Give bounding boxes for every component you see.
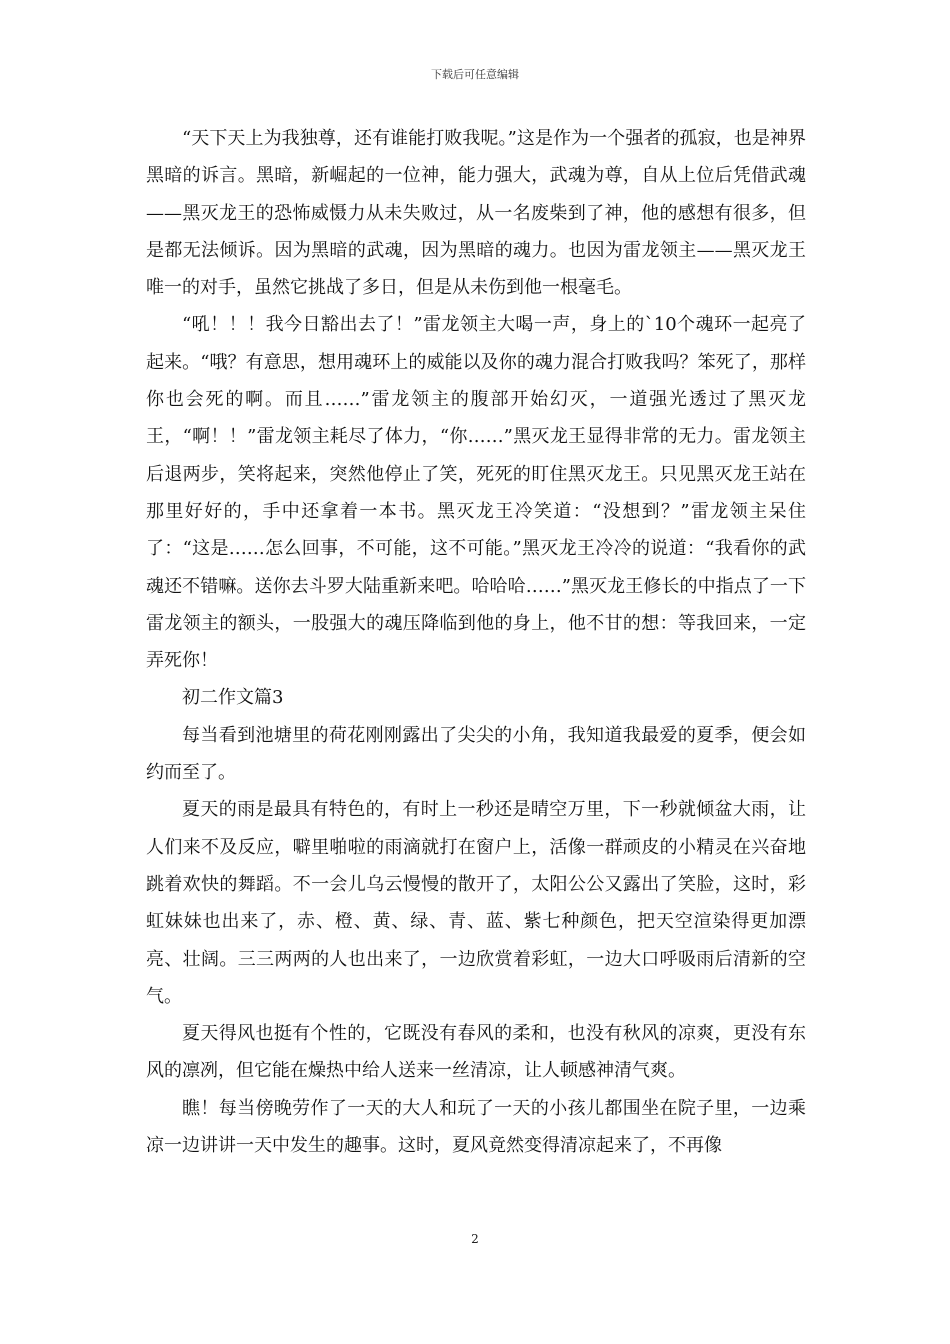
page-header: 下载后可任意编辑 [431,68,519,81]
paragraph-1: “天下天上为我独尊，还有谁能打败我呢。”这是作为一个强者的孤寂，也是神界黑暗的诉言。黑暗，新崛起的一位神，能力强大，武魂为尊，自从上位后凭借武魂——黑灭龙王的恐怖威慑力从未失败过，从一名废柴到了神，他的感想有很多，但是都无法倾诉。因为黑暗的武魂，因为黑暗的魂力。也因为雷龙领主——黑灭龙王唯一的对手，虽然它挑战了多日，但是从未伤到他一根毫毛。 [146,128,806,299]
page-number: 2 [471,1232,479,1246]
paragraph-3: 每当看到池塘里的荷花刚刚露出了尖尖的小角，我知道我最爱的夏季，便会如约而至了。 [146,724,806,784]
paragraph-2: “吼！！！我今日豁出去了！”雷龙领主大喝一声，身上的`10个魂环一起亮了起来。“哦？有意思，想用魂环上的威能以及你的魂力混合打败我吗？笨死了，那样你也会死的啊。而且……”雷龙领主的腹部开始幻灭，一道强光透过了黑灭龙王，“啊！！”雷龙领主耗尽了体力，“你……”黑灭龙王显得非常的无力。雷龙领主后退两步，笑将起来，突然他停止了笑，死死的盯住黑灭龙王。只见黑灭龙王站在那里好好的，手中还拿着一本书。黑灭龙王冷笑道：“没想到？”雷龙领主呆住了：“这是……怎么回事，不可能，这不可能。”黑灭龙王冷冷的说道：“我看你的武魂还不错嘛。送你去斗罗大陆重新来吧。哈哈哈……”黑灭龙王修长的中指点了一下雷龙领主的额头，一股强大的魂压降临到他的身上，他不甘的想：等我回来，一定弄死你！ [146,314,806,672]
paragraph-5: 夏天得风也挺有个性的，它既没有春风的柔和，也没有秋风的凉爽，更没有东风的凛冽，但它能在燥热中给人送来一丝清凉，让人顿感神清气爽。 [146,1023,806,1082]
paragraph-6: 瞧！每当傍晚劳作了一天的大人和玩了一天的小孩儿都围坐在院子里，一边乘凉一边讲讲一天中发生的趣事。这时，夏风竟然变得清凉起来了，不再像 [146,1097,806,1157]
section-heading: 初二作文篇3 [182,687,284,709]
document-body [146,120,806,1164]
paragraph-4: 夏天的雨是最具有特色的，有时上一秒还是晴空万里，下一秒就倾盆大雨，让人们来不及反应，噼里啪啦的雨滴就打在窗户上，活像一群顽皮的小精灵在兴奋地跳着欢快的舞蹈。不一会儿乌云慢慢的散开了，太阳公公又露出了笑脸，这时，彩虹妹妹也出来了，赤、橙、黄、绿、青、蓝、紫七种颜色，把天空渲染得更加漂亮、壮阔。三三两两的人也出来了，一边欣赏着彩虹，一边大口呼吸雨后清新的空气。 [146,799,806,1007]
